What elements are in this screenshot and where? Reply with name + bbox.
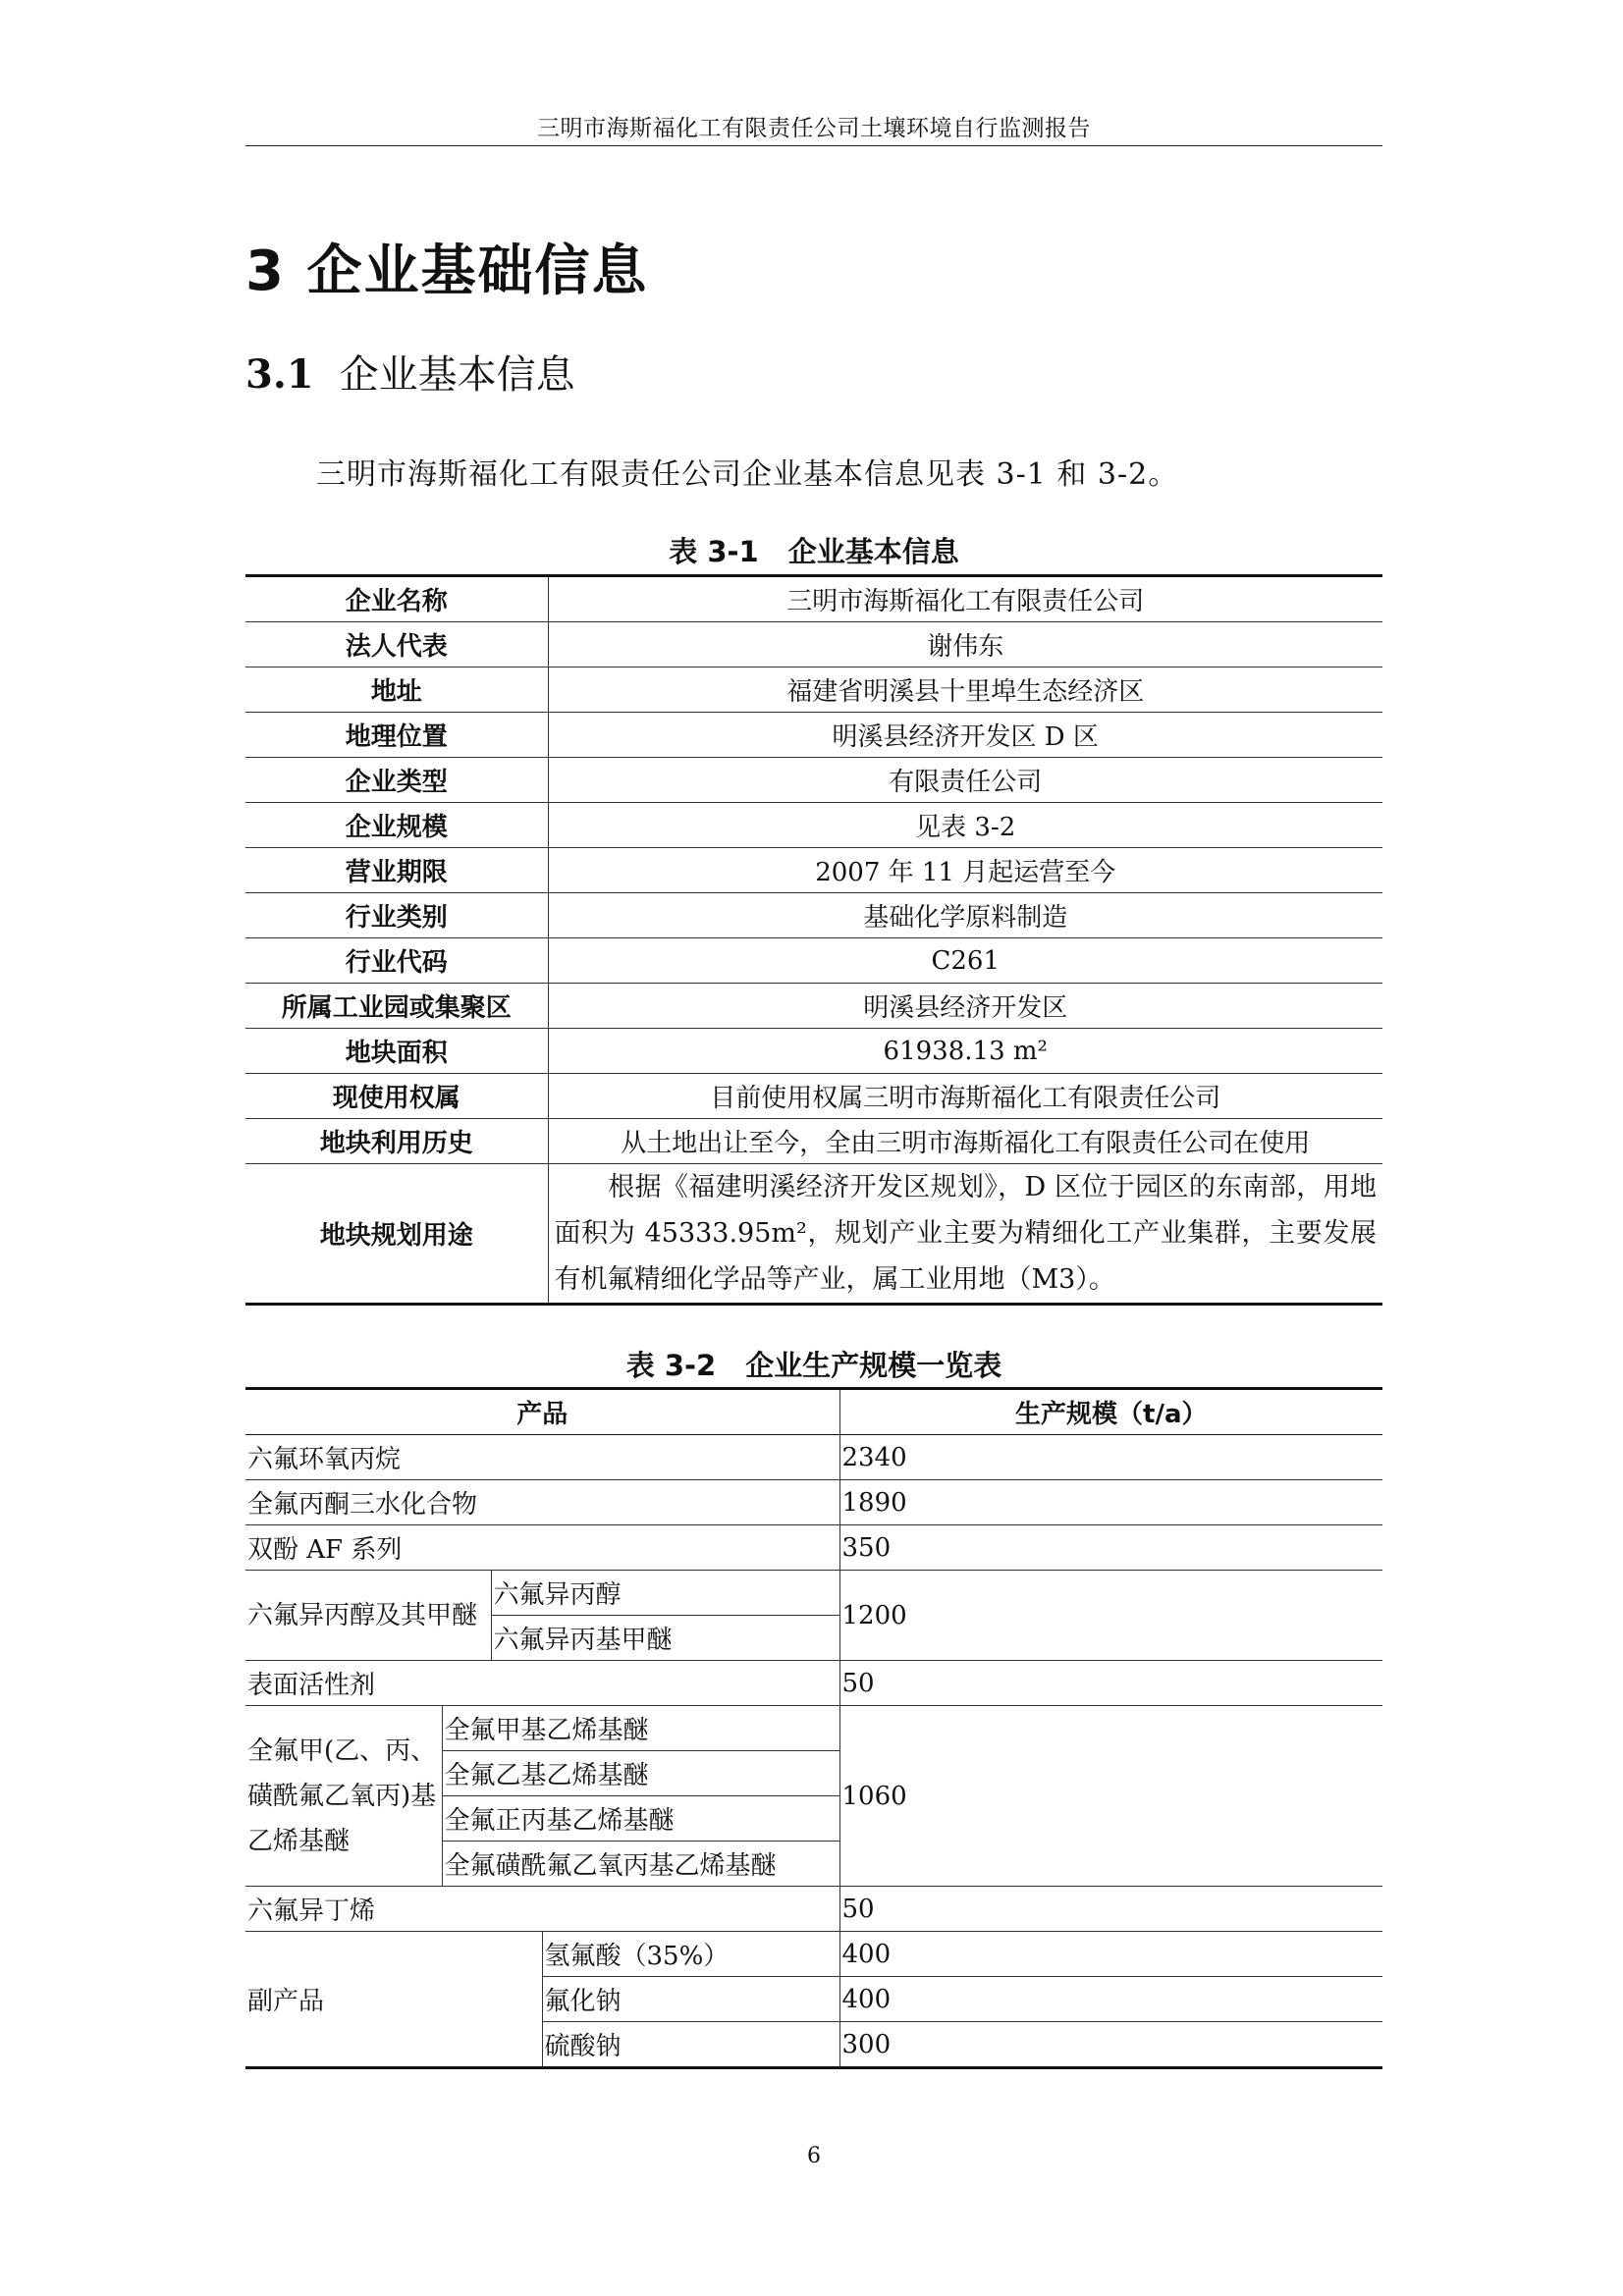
header-rule xyxy=(245,145,1382,146)
table-row xyxy=(245,622,1382,667)
table-row xyxy=(245,1525,1382,1571)
product-scale: 1890 xyxy=(839,1480,1382,1525)
row-value: 见表 3-2 xyxy=(548,803,1382,848)
product-scale: 1060 xyxy=(839,1706,1382,1887)
row-value: 目前使用权属三明市海斯福化工有限责任公司 xyxy=(548,1074,1382,1119)
row-value: 61938.13 m² xyxy=(548,1029,1382,1074)
table1-caption xyxy=(245,530,1382,570)
product-sub-name: 六氟异丙基甲醚 xyxy=(491,1616,839,1661)
row-label: 地块利用历史 xyxy=(245,1119,548,1164)
table2-caption-title: 企业生产规模一览表 xyxy=(745,1349,1002,1382)
table-row xyxy=(245,1706,1382,1751)
row-label: 行业代码 xyxy=(245,938,548,984)
header-scale: 生产规模（t/a） xyxy=(839,1389,1382,1435)
product-scale: 2340 xyxy=(839,1435,1382,1480)
product-scale: 400 xyxy=(839,1977,1382,2022)
running-header: 三明市海斯福化工有限责任公司土壤环境自行监测报告 xyxy=(537,116,1091,141)
row-value: 三明市海斯福化工有限责任公司 xyxy=(548,576,1382,622)
table-row xyxy=(245,758,1382,803)
table-row xyxy=(245,848,1382,893)
product-sub-name: 六氟异丙醇 xyxy=(491,1571,839,1616)
row-value: 基础化学原料制造 xyxy=(548,893,1382,938)
product-sub-name: 全氟磺酰氟乙氧丙基乙烯基醚 xyxy=(442,1842,839,1887)
row-label: 地块规划用途 xyxy=(245,1164,548,1305)
table-row xyxy=(245,1932,1382,1977)
table-row xyxy=(245,1571,1382,1616)
table2-caption xyxy=(245,1344,1382,1384)
table-row xyxy=(245,938,1382,984)
basic-info-table xyxy=(245,574,1382,1306)
row-value: 谢伟东 xyxy=(548,622,1382,667)
row-value: 根据《福建明溪经济开发区规划》，D 区位于园区的东南部，用地面积为 45333.95m²，规划产业主要为精细化工产业集群，主要发展有机氟精细化学品等产业，属工业用地（M3）。 xyxy=(548,1164,1382,1305)
row-label: 法人代表 xyxy=(245,622,548,667)
product-name: 表面活性剂 xyxy=(245,1661,839,1706)
table-header-row xyxy=(245,1389,1382,1435)
row-value: 明溪县经济开发区 D 区 xyxy=(548,713,1382,758)
table2-caption-num: 表 3-2 xyxy=(625,1349,717,1382)
table-row xyxy=(245,893,1382,938)
table1-caption-num: 表 3-1 xyxy=(669,535,759,568)
product-sub-name: 硫酸钠 xyxy=(542,2022,839,2068)
table-row xyxy=(245,1887,1382,1932)
product-sub-name: 全氟乙基乙烯基醚 xyxy=(442,1751,839,1796)
row-label: 营业期限 xyxy=(245,848,548,893)
row-value: C261 xyxy=(548,938,1382,984)
table1-caption-title: 企业基本信息 xyxy=(787,535,959,568)
product-scale: 50 xyxy=(839,1887,1382,1932)
row-label: 地址 xyxy=(245,667,548,713)
row-value: 有限责任公司 xyxy=(548,758,1382,803)
table-row xyxy=(245,984,1382,1029)
table-row xyxy=(245,667,1382,713)
row-label: 现使用权属 xyxy=(245,1074,548,1119)
product-scale: 50 xyxy=(839,1661,1382,1706)
row-label: 企业类型 xyxy=(245,758,548,803)
chapter-title: 3 企业基础信息 xyxy=(245,240,649,303)
table-row xyxy=(245,1435,1382,1480)
intro-paragraph: 三明市海斯福化工有限责任公司企业基本信息见表 3-1 和 3-2。 xyxy=(316,457,1179,492)
product-sub-name: 全氟甲基乙烯基醚 xyxy=(442,1706,839,1751)
table-row xyxy=(245,1029,1382,1074)
product-sub-name: 全氟正丙基乙烯基醚 xyxy=(442,1796,839,1842)
product-sub-name: 氟化钠 xyxy=(542,1977,839,2022)
table-row xyxy=(245,1164,1382,1305)
row-value: 明溪县经济开发区 xyxy=(548,984,1382,1029)
row-label: 地理位置 xyxy=(245,713,548,758)
product-group-name: 全氟甲(乙、丙、磺酰氟乙氧丙)基乙烯基醚 xyxy=(245,1706,442,1887)
section-number: 3.1 xyxy=(245,351,314,398)
row-label: 地块面积 xyxy=(245,1029,548,1074)
header-product: 产品 xyxy=(245,1389,839,1435)
page-number: 6 xyxy=(807,2144,821,2168)
table-row xyxy=(245,1074,1382,1119)
product-scale: 350 xyxy=(839,1525,1382,1571)
section-title-text: 企业基本信息 xyxy=(339,352,575,398)
product-name: 全氟丙酮三水化合物 xyxy=(245,1480,839,1525)
row-value: 从土地出让至今，全由三明市海斯福化工有限责任公司在使用 xyxy=(548,1119,1382,1164)
row-label: 企业名称 xyxy=(245,576,548,622)
table-row xyxy=(245,713,1382,758)
production-scale-table xyxy=(245,1387,1382,2069)
table-row xyxy=(245,576,1382,622)
row-value: 福建省明溪县十里埠生态经济区 xyxy=(548,667,1382,713)
product-name: 双酚 AF 系列 xyxy=(245,1525,839,1571)
section-title xyxy=(245,344,575,400)
product-scale: 400 xyxy=(839,1932,1382,1977)
product-sub-name: 氢氟酸（35%） xyxy=(542,1932,839,1977)
table-row xyxy=(245,803,1382,848)
row-label: 所属工业园或集聚区 xyxy=(245,984,548,1029)
product-group-name: 六氟异丙醇及其甲醚 xyxy=(245,1571,491,1661)
product-name: 六氟异丁烯 xyxy=(245,1887,839,1932)
product-name: 六氟环氧丙烷 xyxy=(245,1435,839,1480)
table-row xyxy=(245,1480,1382,1525)
row-label: 行业类别 xyxy=(245,893,548,938)
product-scale: 300 xyxy=(839,2022,1382,2068)
table-row xyxy=(245,1661,1382,1706)
table-row xyxy=(245,1119,1382,1164)
product-scale: 1200 xyxy=(839,1571,1382,1661)
product-group-name: 副产品 xyxy=(245,1932,542,2068)
row-label: 企业规模 xyxy=(245,803,548,848)
row-value: 2007 年 11 月起运营至今 xyxy=(548,848,1382,893)
